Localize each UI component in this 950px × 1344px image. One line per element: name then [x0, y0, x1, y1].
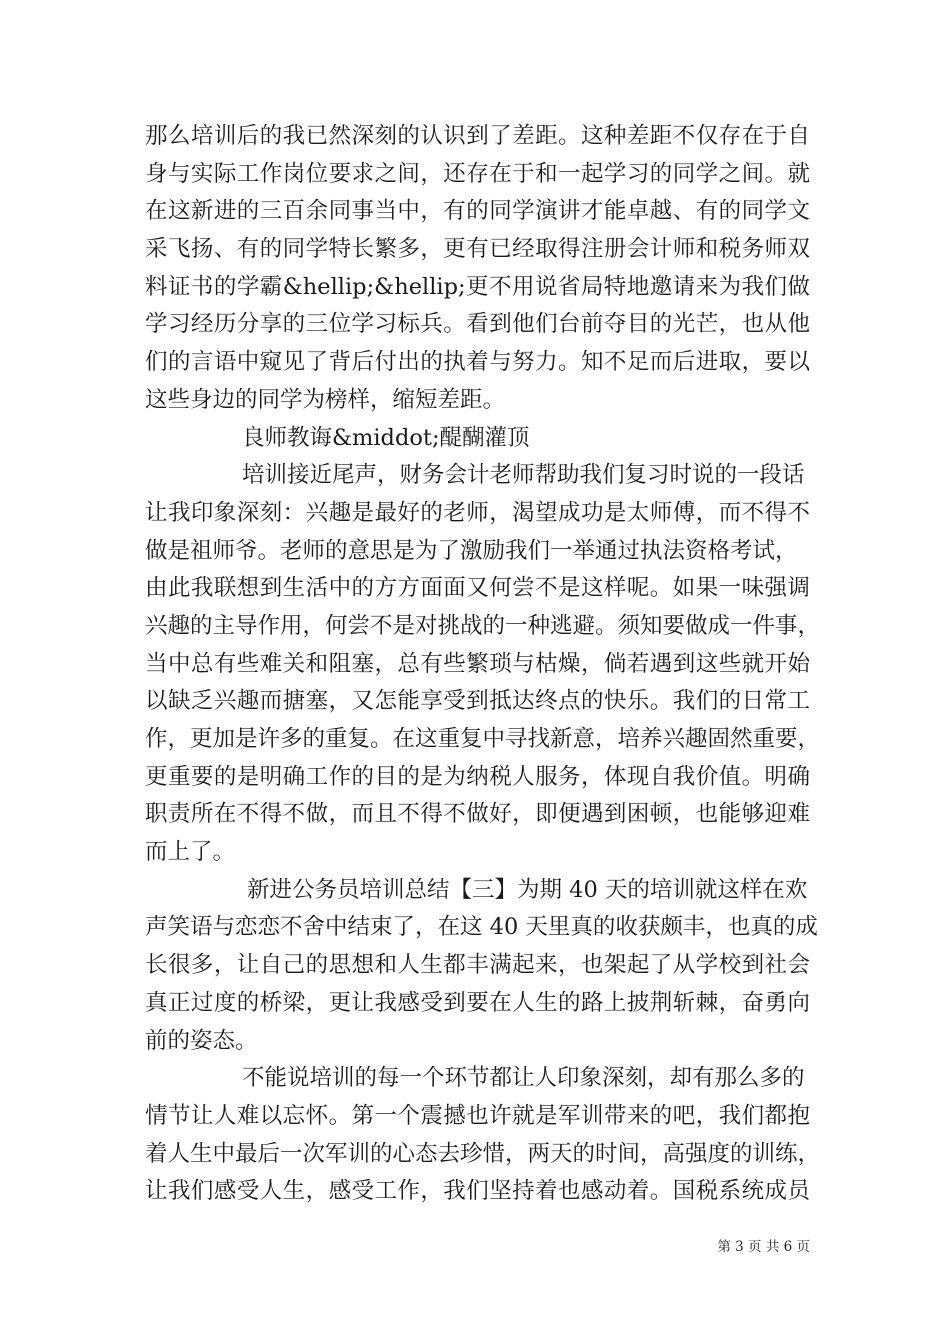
- section-heading: 良师教诲&middot;醍醐灌顶: [242, 424, 530, 451]
- text-line: 们的言语中窥见了背后付出的执着与努力。知不足而后进取，要以: [145, 349, 810, 376]
- text-line: 不能说培训的每一个环节都让人印象深刻，却有那么多的: [242, 1065, 805, 1092]
- paragraph-4: [145, 1060, 821, 1211]
- paragraph-3: [145, 872, 818, 1060]
- text-line: 身与实际工作岗位要求之间，还存在于和一起学习的同学之间。就: [145, 160, 810, 187]
- text-line: 作，更加是许多的重复。在这重复中寻找新意，培养兴趣固然重要，: [145, 726, 821, 752]
- paragraph-1: [145, 118, 810, 420]
- text-line: 学习经历分享的三位学习标兵。看到他们台前夺目的光芒，也从他: [145, 311, 810, 338]
- text-line: 长很多，让自己的思想和人生都丰满起来，也架起了从学校到社会: [145, 952, 810, 979]
- text-line: 当中总有些难关和阻塞，总有些繁琐与枯燥，倘若遇到这些就开始: [145, 650, 810, 677]
- text-line: 培训接近尾声，财务会计老师帮助我们复习时说的一段话: [242, 462, 805, 489]
- page-number: 第 3 页 共 6 页: [717, 1239, 810, 1255]
- text-line: 情节让人难以忘怀。第一个震撼也许就是军训带来的吧，我们都抱: [145, 1102, 810, 1129]
- paragraph-2: [145, 457, 821, 872]
- text-line: 那么培训后的我已然深刻的认识到了差距。这种差距不仅存在于自: [145, 123, 810, 149]
- text-line: 而上了。: [145, 839, 236, 866]
- text-line: 做是祖师爷。老师的意思是为了激励我们一举通过执法资格考试，: [145, 537, 798, 564]
- text-line: 新进公务员培训总结【三】为期 40 天的培训就这样在欢: [247, 876, 808, 903]
- text-line: 让我们感受人生，感受工作，我们坚持着也感动着。国税系统成员: [145, 1178, 810, 1205]
- text-line: 由此我联想到生活中的方方面面又何尝不是这样呢。如果一味强调: [145, 575, 810, 602]
- text-line: 兴趣的主导作用，何尝不是对挑战的一种逃避。须知要做成一件事，: [145, 612, 821, 639]
- text-line: 职责所在不得不做，而且不得不做好，即便遇到困顿，也能够迎难: [145, 801, 810, 828]
- text-line: 让我印象深刻：兴趣是最好的老师，渴望成功是太师傅，而不得不: [145, 499, 810, 526]
- text-line: 采飞扬、有的同学特长繁多，更有已经取得注册会计师和税务师双: [145, 236, 810, 263]
- text-line: 料证书的学霸&hellip;&hellip;更不用说省局特地邀请来为我们做: [145, 273, 810, 300]
- text-line: 更重要的是明确工作的目的是为纳税人服务，体现自我价值。明确: [145, 763, 810, 790]
- text-line: 真正过度的桥梁，更让我感受到要在人生的路上披荆斩棘，奋勇向: [145, 989, 810, 1016]
- text-line: 以缺乏兴趣而搪塞，又怎能享受到抵达终点的快乐。我们的日常工: [145, 688, 810, 715]
- document-body: [145, 118, 821, 1211]
- text-line: 在这新进的三百余同事当中，有的同学演讲才能卓越、有的同学文: [145, 198, 810, 225]
- text-line: 声笑语与恋恋不舍中结束了，在这 40 天里真的收获颇丰，也真的成: [145, 914, 818, 941]
- text-line: 前的姿态。: [145, 1027, 258, 1054]
- text-line: 这些身边的同学为榜样，缩短差距。: [145, 386, 506, 413]
- text-line: 着人生中最后一次军训的心态去珍惜，两天的时间，高强度的训练，: [145, 1140, 821, 1167]
